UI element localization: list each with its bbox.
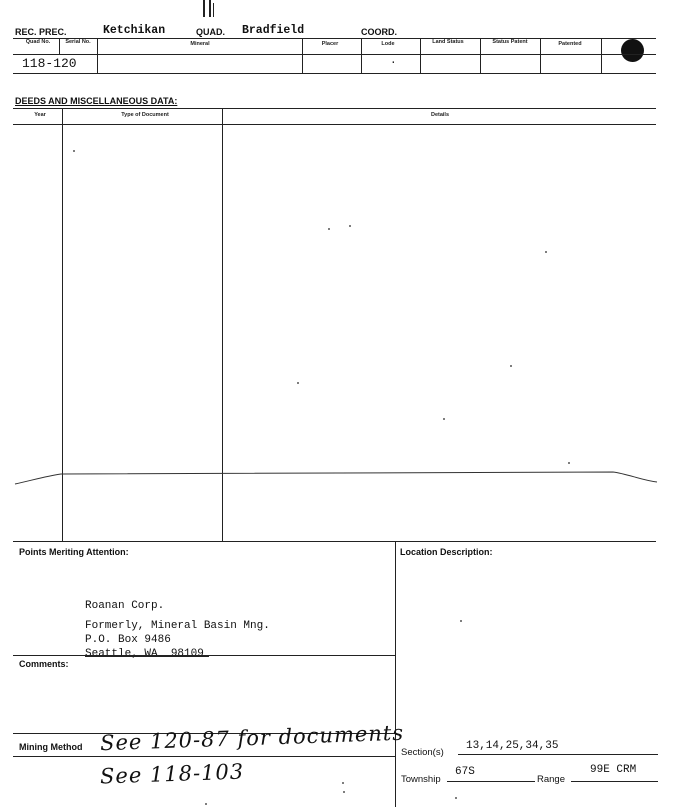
speck bbox=[73, 150, 75, 152]
speck bbox=[297, 382, 299, 384]
mining-method-rule bbox=[13, 756, 395, 757]
speck bbox=[510, 365, 512, 367]
handwritten-note-2: See 118-103 bbox=[99, 759, 245, 789]
fold-line bbox=[13, 466, 658, 490]
col-placer: Placer bbox=[321, 41, 339, 47]
speck bbox=[205, 803, 207, 805]
points-line: Roanan Corp. bbox=[85, 600, 165, 612]
table-col-sep bbox=[601, 39, 602, 73]
points-line: Formerly, Mineral Basin Mng. bbox=[85, 620, 270, 632]
range-label: Range bbox=[537, 774, 565, 785]
sections-rule bbox=[458, 754, 658, 755]
speck bbox=[455, 797, 457, 799]
deeds-header-rule bbox=[13, 124, 656, 125]
col-mineral: Mineral bbox=[190, 41, 210, 47]
speck bbox=[343, 791, 345, 793]
sections-label: Section(s) bbox=[401, 747, 444, 758]
deeds-bottom-rule bbox=[13, 541, 656, 542]
township-label: Township bbox=[401, 774, 441, 785]
sections-value: 13,14,25,34,35 bbox=[466, 740, 559, 752]
speck bbox=[328, 228, 330, 230]
rec-prec-value: Ketchikan bbox=[103, 24, 166, 37]
points-label: Points Meriting Attention: bbox=[19, 547, 129, 557]
binding-mark bbox=[213, 3, 214, 17]
binding-mark bbox=[209, 0, 211, 17]
quad-no-value: 118-120 bbox=[22, 56, 77, 71]
col-quad-no: Quad No. bbox=[25, 39, 51, 45]
punch-hole bbox=[621, 39, 644, 62]
strike-through bbox=[85, 656, 209, 657]
table-col-sep bbox=[480, 39, 481, 73]
points-line: P.O. Box 9486 bbox=[85, 634, 171, 646]
speck bbox=[342, 782, 344, 784]
col-land-status: Land Status bbox=[432, 39, 464, 45]
table-col-sep bbox=[420, 39, 421, 73]
township-rule bbox=[447, 781, 535, 782]
speck bbox=[568, 462, 570, 464]
deeds-top-rule bbox=[13, 108, 656, 109]
township-value: 67S bbox=[455, 766, 475, 778]
deeds-title: DEEDS AND MISCELLANEOUS DATA: bbox=[15, 96, 178, 106]
col-patented: Patented bbox=[558, 41, 582, 47]
comments-label: Comments: bbox=[19, 659, 69, 669]
range-rule bbox=[571, 781, 658, 782]
rec-prec-label: REC. PREC. bbox=[15, 27, 67, 37]
table-header-rule bbox=[13, 54, 656, 55]
deeds-type-header: Type of Document bbox=[121, 112, 169, 118]
table-bottom-rule bbox=[13, 73, 656, 74]
lower-divider bbox=[395, 541, 396, 807]
col-status-patent: Status Patent bbox=[492, 39, 528, 45]
col-serial-no: Serial No. bbox=[65, 39, 91, 45]
quad-label: QUAD. bbox=[196, 27, 225, 37]
location-label: Location Description: bbox=[400, 547, 493, 557]
lode-mark: . bbox=[390, 55, 397, 67]
table-col-sep bbox=[97, 39, 98, 73]
col-lode: Lode bbox=[381, 41, 395, 47]
table-col-sep bbox=[59, 39, 60, 55]
points-line: Seattle, WA 98109 bbox=[85, 648, 204, 660]
table-col-sep bbox=[302, 39, 303, 73]
handwritten-note-1: See 120-87 for documents bbox=[99, 720, 405, 756]
deeds-details-header: Details bbox=[430, 112, 450, 118]
speck bbox=[460, 620, 462, 622]
quad-value: Bradfield bbox=[242, 24, 305, 37]
coord-label: COORD. bbox=[361, 27, 397, 37]
speck bbox=[349, 225, 351, 227]
header-rule bbox=[13, 38, 656, 39]
mining-method-label: Mining Method bbox=[19, 742, 83, 752]
speck bbox=[443, 418, 445, 420]
table-col-sep bbox=[361, 39, 362, 73]
binding-mark bbox=[203, 0, 205, 17]
deeds-year-header: Year bbox=[34, 112, 46, 118]
speck bbox=[545, 251, 547, 253]
table-col-sep bbox=[540, 39, 541, 73]
range-value: 99E CRM bbox=[590, 764, 637, 776]
